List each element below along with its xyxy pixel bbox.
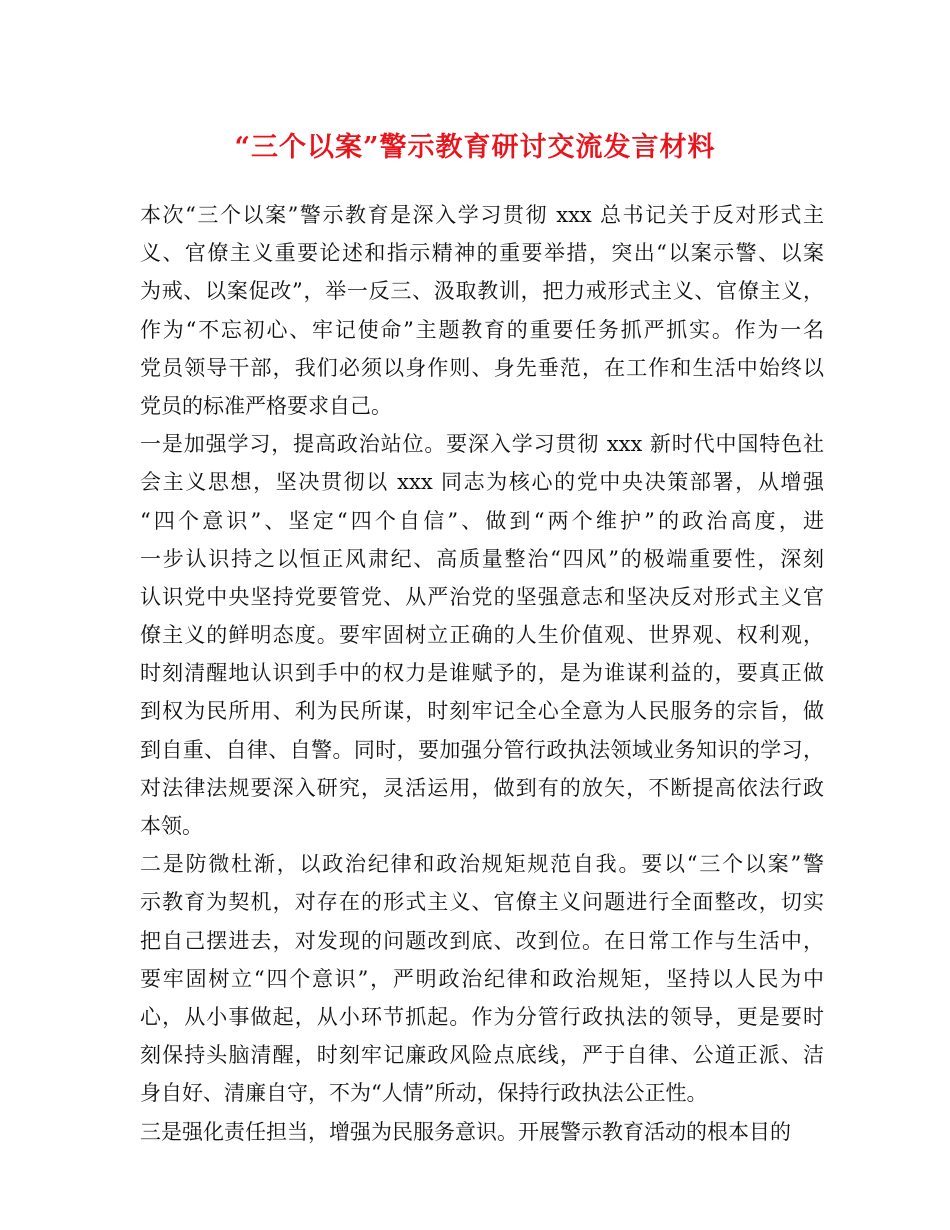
text-line: 三是强化责任担当，增强为民服务意识。开展警示教育活动的根本目的 xyxy=(140,1119,791,1144)
text-line: 僚主义的鲜明态度。要牢固树立正确的人生价值观、世界观、权利观， xyxy=(140,623,824,648)
text-line: 会主义思想，坚决贯彻以 xxx 同志为核心的党中央决策部署，从增强 xyxy=(140,470,824,495)
text-line: 刻保持头脑清醒，时刻牢记廉政风险点底线，严于自律、公道正派、洁 xyxy=(140,1043,824,1068)
text-line: 身自好、清廉自守，不为“人情”所动，保持行政执法公正性。 xyxy=(140,1081,708,1106)
text-line: 一是加强学习，提高政治站位。要深入学习贯彻 xxx 新时代中国特色社 xyxy=(140,432,824,457)
text-line: 义、官僚主义重要论述和指示精神的重要举措，突出“以案示警、以案 xyxy=(140,241,824,266)
text-line: 为戒、以案促改”，举一反三、汲取教训，把力戒形式主义、官僚主义， xyxy=(140,279,824,304)
text-line: 要牢固树立“四个意识”，严明政治纪律和政治规矩，坚持以人民为中 xyxy=(140,966,824,991)
document-title: “三个以案”警示教育研讨交流发言材料 xyxy=(234,132,716,163)
text-line: 到权为民所用、利为民所谋，时刻牢记全心全意为人民服务的宗旨，做 xyxy=(140,699,824,724)
text-line: 党员领导干部，我们必须以身作则、身先垂范，在工作和生活中始终以 xyxy=(140,355,824,380)
text-line: 心，从小事做起，从小环节抓起。作为分管行政执法的领导，更是要时 xyxy=(140,1004,824,1029)
text-line: 二是防微杜渐，以政治纪律和政治规矩规范自我。要以“三个以案”警 xyxy=(140,852,824,877)
text-line: 把自己摆进去，对发现的问题改到底、改到位。在日常工作与生活中， xyxy=(140,928,824,953)
text-line: 认识党中央坚持党要管党、从严治党的坚强意志和坚决反对形式主义官 xyxy=(140,584,824,609)
text-line: 到自重、自律、自警。同时，要加强分管行政执法领域业务知识的学习， xyxy=(140,737,824,762)
text-line: 本次“三个以案”警示教育是深入学习贯彻 xxx 总书记关于反对形式主 xyxy=(140,203,824,227)
text-line: “四个意识”、坚定“四个自信”、做到“两个维护”的政治高度，进 xyxy=(140,508,824,533)
text-line: 时刻清醒地认识到手中的权力是谁赋予的，是为谁谋利益的，要真正做 xyxy=(140,661,824,686)
text-line: 对法律法规要深入研究，灵活运用，做到有的放矢，不断提高依法行政 xyxy=(140,775,824,800)
text-line: 示教育为契机，对存在的形式主义、官僚主义问题进行全面整改，切实 xyxy=(140,890,824,915)
document-body xyxy=(140,196,824,1151)
text-line: 本领。 xyxy=(140,814,203,838)
text-line: 党员的标准严格要求自己。 xyxy=(140,393,392,418)
text-line: 作为“不忘初心、牢记使命”主题教育的重要任务抓严抓实。作为一名 xyxy=(140,317,824,342)
text-line: 一步认识持之以恒正风肃纪、高质量整治“四风”的极端重要性，深刻 xyxy=(140,546,824,571)
